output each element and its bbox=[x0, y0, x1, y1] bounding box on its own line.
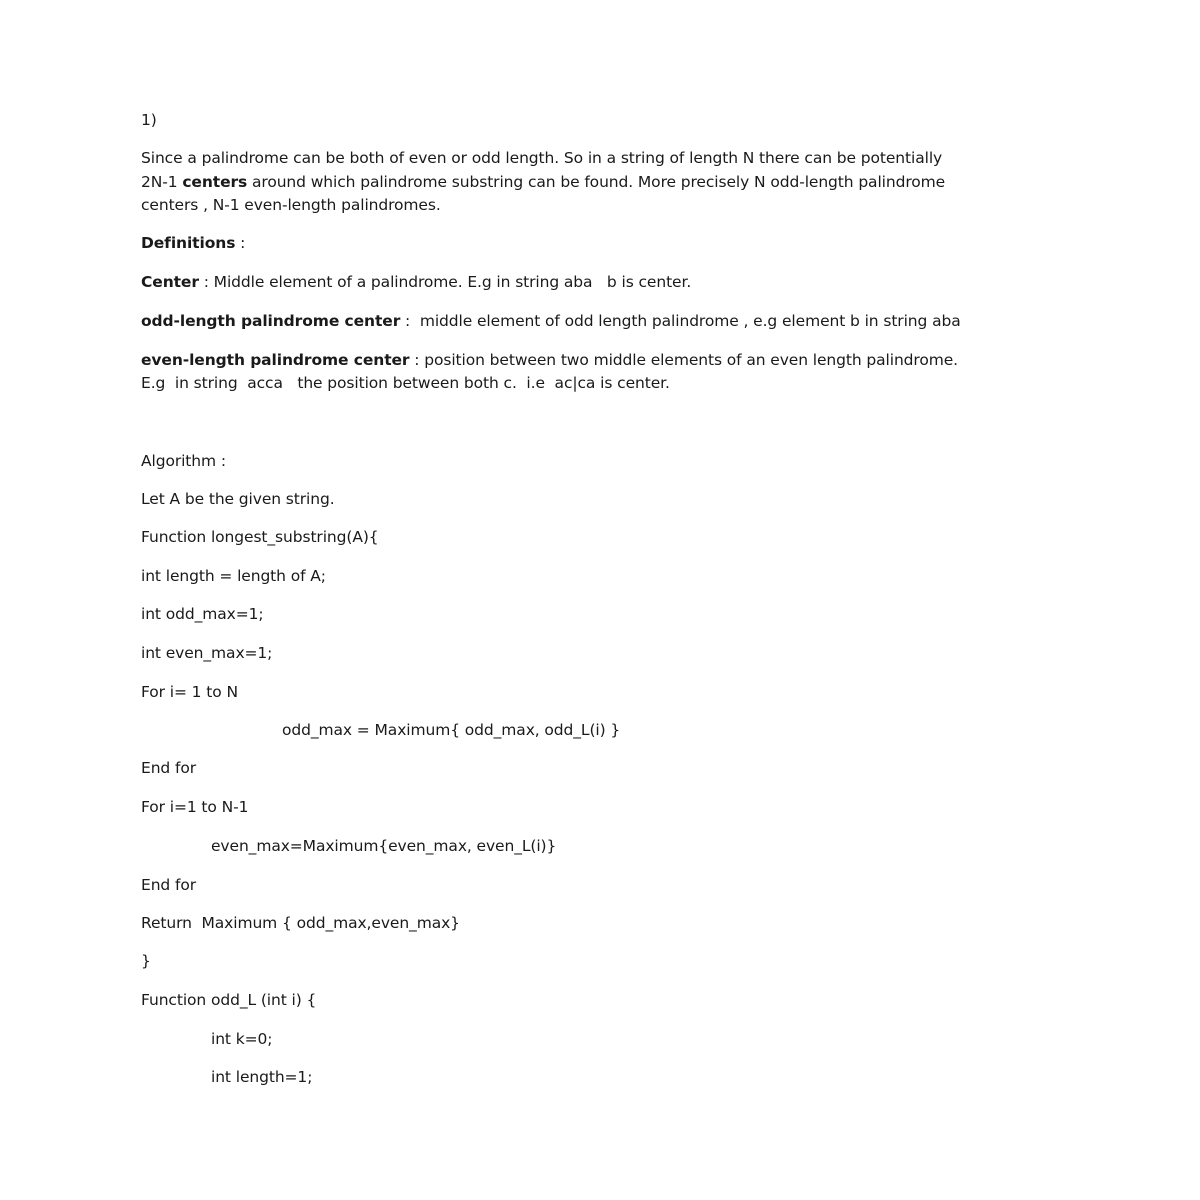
algo-line: Function odd_L (int i) { bbox=[141, 991, 317, 1009]
definitions-heading bbox=[141, 232, 245, 255]
algo-line: Return Maximum { odd_max,even_max} bbox=[141, 914, 460, 932]
center-term: Center bbox=[141, 273, 199, 291]
intro-line-2-suffix: around which palindrome substring can be found. More precisely N odd-length palindrome bbox=[247, 173, 946, 191]
algo-line: For i= 1 to N bbox=[141, 683, 238, 701]
algo-line: Function longest_substring(A){ bbox=[141, 528, 379, 546]
center-desc: : Middle element of a palindrome. E.g in string aba b is center. bbox=[198, 273, 692, 291]
intro-line-2 bbox=[141, 171, 945, 194]
section-number: 1) bbox=[141, 111, 157, 129]
definition-even bbox=[141, 349, 958, 372]
algo-line: int odd_max=1; bbox=[141, 605, 264, 623]
centers-term: centers bbox=[182, 173, 248, 191]
algo-line: End for bbox=[141, 759, 196, 777]
algo-line: int k=0; bbox=[211, 1030, 273, 1048]
algo-line: even_max=Maximum{even_max, even_L(i)} bbox=[211, 837, 557, 855]
odd-term: odd-length palindrome center bbox=[141, 312, 401, 330]
algo-line: int length=1; bbox=[211, 1068, 313, 1086]
definition-center bbox=[141, 271, 691, 294]
even-desc: : position between two middle elements of an even length palindrome. bbox=[409, 351, 958, 369]
algorithm-title: Algorithm : bbox=[141, 452, 226, 470]
algo-line: End for bbox=[141, 876, 196, 894]
intro-line-3: centers , N-1 even-length palindromes. bbox=[141, 196, 441, 214]
algo-line: } bbox=[141, 952, 151, 970]
definitions-title: Definitions bbox=[141, 234, 236, 252]
algo-line: int even_max=1; bbox=[141, 644, 273, 662]
definitions-title-suffix: : bbox=[235, 234, 246, 252]
intro-line-1: Since a palindrome can be both of even or odd length. So in a string of length N there can be potentially bbox=[141, 149, 943, 167]
algo-line: For i=1 to N-1 bbox=[141, 798, 249, 816]
even-term: even-length palindrome center bbox=[141, 351, 410, 369]
algo-line: int length = length of A; bbox=[141, 567, 326, 585]
definition-odd bbox=[141, 310, 961, 333]
algo-line: odd_max = Maximum{ odd_max, odd_L(i) } bbox=[282, 721, 621, 739]
intro-line-2-prefix: 2N-1 bbox=[141, 173, 183, 191]
algo-line: Let A be the given string. bbox=[141, 490, 335, 508]
definition-even-example: E.g in string acca the position between both c. i.e ac|ca is center. bbox=[141, 374, 670, 392]
odd-desc: : middle element of odd length palindrome , e.g element b in string aba bbox=[400, 312, 961, 330]
